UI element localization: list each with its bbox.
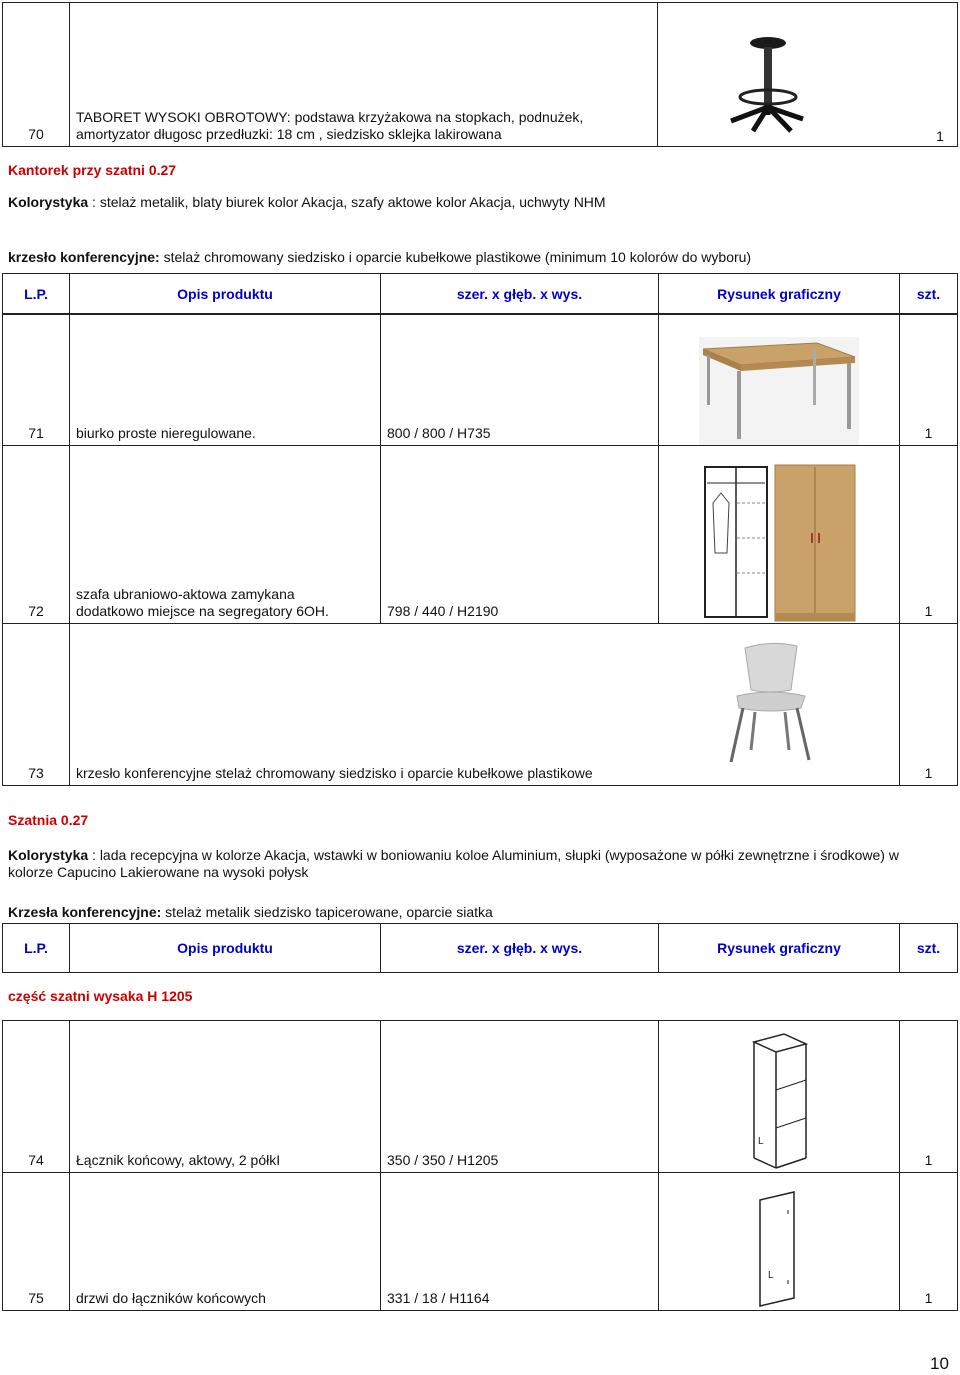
table-row: [3, 1173, 958, 1311]
svg-text:L: L: [758, 1136, 764, 1147]
colors-line: [8, 847, 953, 881]
header-drawing: Rysunek graficzny: [659, 274, 900, 315]
row-number: 75: [3, 1173, 70, 1311]
wardrobe-icon: [699, 463, 859, 623]
table-row: [3, 446, 958, 624]
section-title: Kantorek przy szatni 0.27: [8, 162, 177, 178]
table-header: [2, 923, 958, 973]
shelf-unit-icon: [744, 1032, 814, 1172]
page-number: 10: [930, 1354, 949, 1373]
colors-text: : lada recepcyjna w kolorze Akacja, wstawki w boniowaniu koloe Aluminium, słupki (wyposażone w półki zewnętrzne i środkowe) w: [88, 847, 899, 863]
row-dimensions: 800 / 800 / H735: [381, 314, 659, 446]
drawing-cell: [659, 1021, 900, 1173]
drawing-cell: [659, 314, 900, 446]
table-row: [3, 1021, 958, 1173]
row-number: 74: [3, 1021, 70, 1173]
drawing-cell: [659, 1173, 900, 1311]
header-quantity: szt.: [900, 924, 958, 973]
row-quantity: 1: [900, 1021, 958, 1173]
desc-line: szafa ubraniowo-aktowa zamykana: [76, 586, 295, 602]
row-quantity: 1: [936, 128, 944, 144]
section-title: Szatnia 0.27: [8, 812, 89, 828]
drawing-cell: [659, 446, 900, 624]
chair-spec-label: krzesło konferencyjne:: [8, 249, 160, 265]
header-lp: L.P.: [3, 924, 70, 973]
header-dimensions: szer. x głęb. x wys.: [381, 274, 659, 315]
table-row: [3, 314, 958, 446]
colors-label: Kolorystyka: [8, 847, 89, 863]
row-70-table: [2, 2, 958, 147]
items-table-2: [2, 1020, 958, 1311]
table-header: [2, 273, 958, 315]
row-description: [70, 446, 381, 624]
chairs-spec-label: Krzesła konferencyjne:: [8, 904, 162, 920]
subsection-title: część szatni wysaka H 1205: [8, 988, 193, 1004]
chairs-spec-line: [8, 904, 493, 921]
colors-line: [8, 194, 606, 211]
header-lp: L.P.: [3, 274, 70, 315]
header-dimensions: szer. x głęb. x wys.: [381, 924, 659, 973]
colors-label: Kolorystyka: [8, 194, 89, 210]
header-description: Opis produktu: [70, 274, 381, 315]
row-description: Łącznik końcowy, aktowy, 2 półkI: [70, 1021, 381, 1173]
row-description: biurko proste nieregulowane.: [70, 314, 381, 446]
row-description: krzesło konferencyjne stelaż chromowany siedzisko i oparcie kubełkowe plastikowe: [70, 624, 900, 786]
row-quantity: 1: [900, 314, 958, 446]
header-description: Opis produktu: [70, 924, 381, 973]
row-quantity: 1: [900, 624, 958, 786]
header-drawing: Rysunek graficzny: [659, 924, 900, 973]
row-number: 73: [3, 624, 70, 786]
row-number: 71: [3, 314, 70, 446]
desk-icon: [699, 337, 859, 445]
chair-spec-text: stelaż chromowany siedzisko i oparcie kubełkowe plastikowe (minimum 10 kolorów do wyboru): [159, 249, 752, 265]
row-dimensions: 331 / 18 / H1164: [381, 1173, 659, 1311]
colors-text: kolorze Capucino Lakierowane na wysoki połysk: [8, 864, 309, 880]
svg-text:L: L: [768, 1270, 774, 1281]
door-icon: [754, 1190, 804, 1310]
desc-line: amortyzator długosc przedłuzki: 18 cm , siedzisko sklejka lakirowana: [76, 126, 502, 142]
drawing-cell: [658, 3, 958, 147]
stool-icon: [723, 31, 833, 141]
row-quantity: 1: [900, 1173, 958, 1311]
chair-spec-line: [8, 249, 751, 266]
row-number: 70: [3, 3, 70, 147]
row-number: 72: [3, 446, 70, 624]
row-dimensions: 350 / 350 / H1205: [381, 1021, 659, 1173]
chairs-spec-text: stelaż metalik siedzisko tapicerowane, oparcie siatka: [161, 904, 493, 920]
row-description: drzwi do łączników końcowych: [70, 1173, 381, 1311]
desc-line: TABORET WYSOKI OBROTOWY: podstawa krzyżakowa na stopkach, podnużek,: [76, 109, 584, 125]
colors-text: : stelaż metalik, blaty biurek kolor Akacja, szafy aktowe kolor Akacja, uchwyty NHM: [88, 194, 606, 210]
header-quantity: szt.: [900, 274, 958, 315]
desc-line: dodatkowo miejsce na segregatory 6OH.: [76, 603, 329, 619]
row-description: [70, 3, 658, 147]
chair-icon: [725, 640, 815, 770]
row-quantity: 1: [900, 446, 958, 624]
row-dimensions: 798 / 440 / H2190: [381, 446, 659, 624]
